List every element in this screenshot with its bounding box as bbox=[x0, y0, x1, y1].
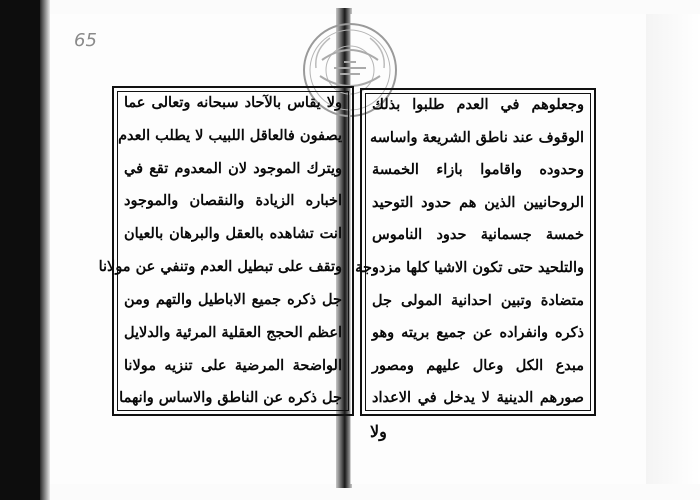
text-line: جل ذكره عن الناطق والاساس وانهما bbox=[119, 389, 342, 407]
text-line: انت تشاهده بالعقل والبرهان بالعيان bbox=[124, 225, 342, 243]
text-line: وجعلوهم في العدم طلبوا بذلك bbox=[372, 96, 584, 113]
text-line: صورهم الدينية لا يدخل في الاعداد bbox=[372, 389, 584, 407]
text-line: وحدوده واقاموا بازاء الخمسة bbox=[372, 161, 584, 179]
catchword: ولا bbox=[370, 422, 387, 441]
text-line: اعظم الحجج العقلية المرئية والدلايل bbox=[123, 323, 342, 341]
text-line: مبدع الكل وعال عليهم ومصور bbox=[372, 356, 584, 374]
book-cover bbox=[0, 0, 44, 500]
text-line: الواضحة المرضية على تنزيه مولانا bbox=[124, 356, 342, 374]
text-line: يصفون فالعاقل اللبيب لا يطلب العدم bbox=[118, 126, 342, 144]
folio-number: 65 bbox=[74, 30, 97, 51]
text-line: الروحانيين الذين هم حدود التوحيد bbox=[372, 193, 584, 211]
text-line: ويترك الموجود لان المعدوم تقع في bbox=[124, 159, 342, 177]
text-line: الوقوف عند ناطق الشريعة واساسه bbox=[369, 128, 584, 146]
text-line: جل ذكره جميع الاباطيل والتهم ومن bbox=[124, 290, 342, 308]
text-line: والتلحيد حتى تكون الاشيا كلها مزدوجة bbox=[355, 259, 584, 277]
text-line: متضادة وتبين احدانية المولى جل bbox=[372, 291, 584, 309]
right-text-frame bbox=[355, 88, 596, 416]
text-line: خمسة جسمانية حدود الناموس bbox=[372, 226, 584, 244]
text-line: وتقف على تبطيل العدم وتنفي عن مولانا bbox=[98, 258, 342, 276]
cover-edge bbox=[40, 0, 50, 500]
left-text-frame bbox=[98, 86, 354, 416]
page-edge bbox=[646, 14, 700, 484]
text-line: ذكره وانفراده عن جميع بريته وهو bbox=[372, 324, 584, 342]
text-line: ولا يقاس بالآحاد سبحانه وتعالى عما bbox=[124, 94, 342, 111]
text-line: اخباره الزيادة والنقصان والموجود bbox=[124, 192, 342, 210]
